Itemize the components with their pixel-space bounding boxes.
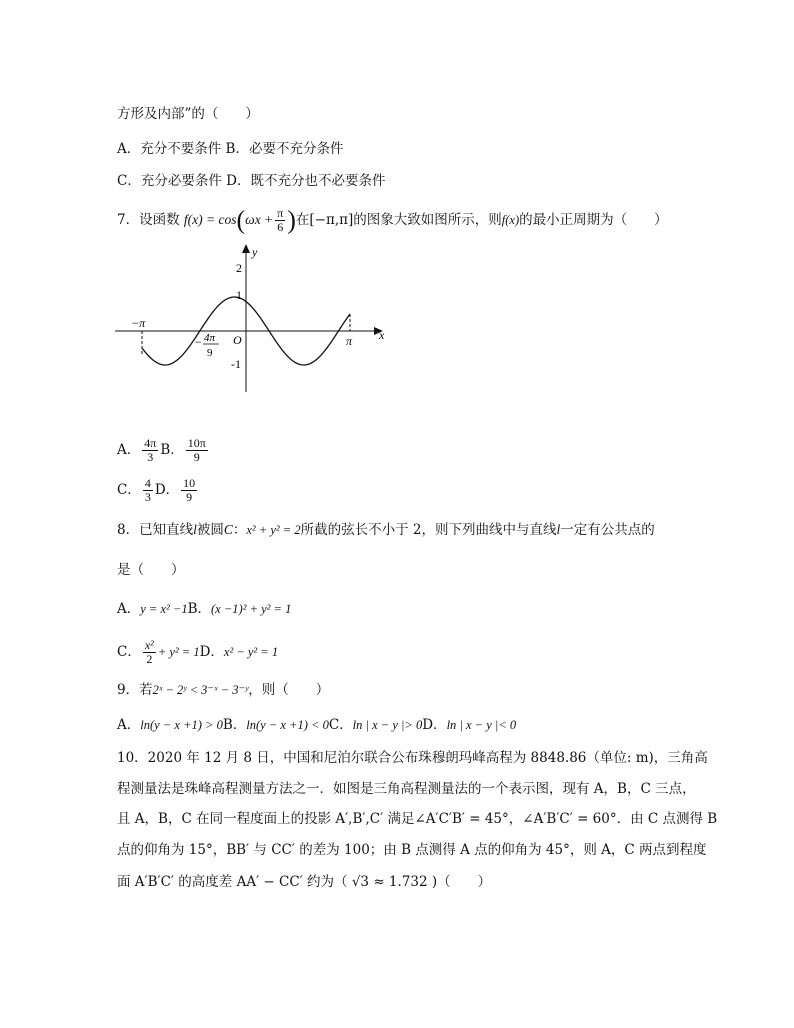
y-tick-neg1: -1 [231, 357, 241, 371]
y-tick-1: 1 [236, 288, 242, 302]
q7-mid: 的图象大致如图所示，则 [353, 212, 502, 228]
q7-prefix: 7．设函数 [117, 212, 180, 228]
q8-stem-line1: 8．已知直线l被圆C：x² + y² = 2所截的弦长不小于 2，则下列曲线中与直线l一定有公共点的 [117, 522, 655, 538]
q10-line4: 点的仰角为 15°，BB′ 与 CC′ 的差为 100；由 B 点测得 A 点的仰角为 45°，则 A，C 两点到程度 [117, 842, 707, 858]
q6-options-cd: C．充分必要条件 D．既不充分也不必要条件 [117, 173, 386, 189]
q8-options-cd: C． $\frac{\text{x²}}{2}$ + y² = 1D．x² − y² = 1 [117, 638, 279, 666]
q6-options-ab: A．充分不要条件 B．必要不充分条件 [117, 141, 344, 157]
q8-stem-line2: 是（ ） [117, 562, 185, 578]
q9-option-d: ln | x − y |< 0 [446, 718, 517, 732]
q7-function-graph [115, 242, 395, 402]
origin-label: O [233, 333, 242, 347]
zero-den: 9 [207, 347, 213, 359]
q8-option-c-frac: $\frac{\text{x²}}{2}$ [144, 638, 154, 666]
x-axis-label: x [379, 328, 385, 342]
q7-func-inner: ωx + [245, 212, 274, 227]
neg-pi-label: −π [131, 316, 146, 330]
q6-stem-tail: 方形及内部”的（ ） [117, 106, 259, 122]
q7-stem: 7．设函数 f(x) = cos(ωx + $\frac{\pi}{6}$ )在[−π,π]的图象大致如图所示，则f(x)的最小正周期为（ ） [117, 205, 668, 235]
q7-suffix: 的最小正周期为（ ） [519, 212, 668, 228]
q7-options-ab: A． $\frac{4\pi}{3}$ B． $\frac{10\pi}{9}$ [117, 436, 206, 464]
q8-option-a: y = x² −1 [140, 602, 188, 616]
q7-pi-over-6: $\frac{\pi}{6}$ [277, 206, 284, 234]
q10-line5: 面 A′B′C′ 的高度差 AA′ − CC′ 约为（ √3 ≈ 1.732 )（ ） [117, 874, 492, 890]
q7-option-b: $\frac{10\pi}{9}$ [187, 436, 206, 464]
q10-line3: 且 A，B，C 在同一程度面上的投影 A′,B′,C′ 满足∠A′C′B′ = 45°，∠A′B′C′ = 60°．由 C 点测得 B [117, 811, 718, 827]
q7-interval: 在[−π,π] [295, 212, 354, 228]
y-axis-arrow [242, 244, 250, 253]
q8-options-ab: A．y = x² −1B．(x −1)² + y² = 1 [117, 601, 292, 617]
zero-minus: − [195, 335, 202, 349]
q8-option-b: (x −1)² + y² = 1 [211, 602, 292, 616]
q7-option-a: $\frac{4\pi}{3}$ [144, 436, 157, 464]
q7-fx: f(x) [501, 213, 520, 227]
y-tick-2: 2 [236, 261, 242, 275]
q8-option-d: x² − y² = 1 [223, 645, 279, 659]
q10-line1: 10．2020 年 12 月 8 日，中国和尼泊尔联合公布珠穆朗玛峰高程为 8848.86（单位: m)，三角高 [117, 750, 708, 766]
y-axis-label: y [252, 245, 258, 259]
q9-options: A．ln(y − x +1) > 0B．ln(y − x +1) < 0C．ln | x − y |> 0D．ln | x − y |< 0 [117, 717, 517, 733]
q7-option-d: $\frac{10}{9}$ [183, 476, 196, 504]
pi-label: π [346, 334, 353, 348]
q9-option-c: ln | x − y |> 0 [352, 718, 423, 732]
q7-func-lhs: f(x) = cos [183, 212, 237, 227]
q9-option-b: ln(y − x +1) < 0 [246, 718, 329, 732]
q10-line2: 程测量法是珠峰高程测量方法之一．如图是三角高程测量法的一个表示图，现有 A，B，C 三点， [117, 781, 696, 797]
q7-options-cd: C． $\frac{4}{3}$ D． $\frac{10}{9}$ [117, 476, 196, 504]
q7-option-c: $\frac{4}{3}$ [144, 476, 151, 504]
q9-option-a: ln(y − x +1) > 0 [140, 718, 223, 732]
q9-stem: 9．若2ˣ − 2ʸ < 3⁻ˣ − 3⁻ʸ，则（ ） [117, 682, 330, 698]
zero-num: 4π [204, 332, 216, 344]
